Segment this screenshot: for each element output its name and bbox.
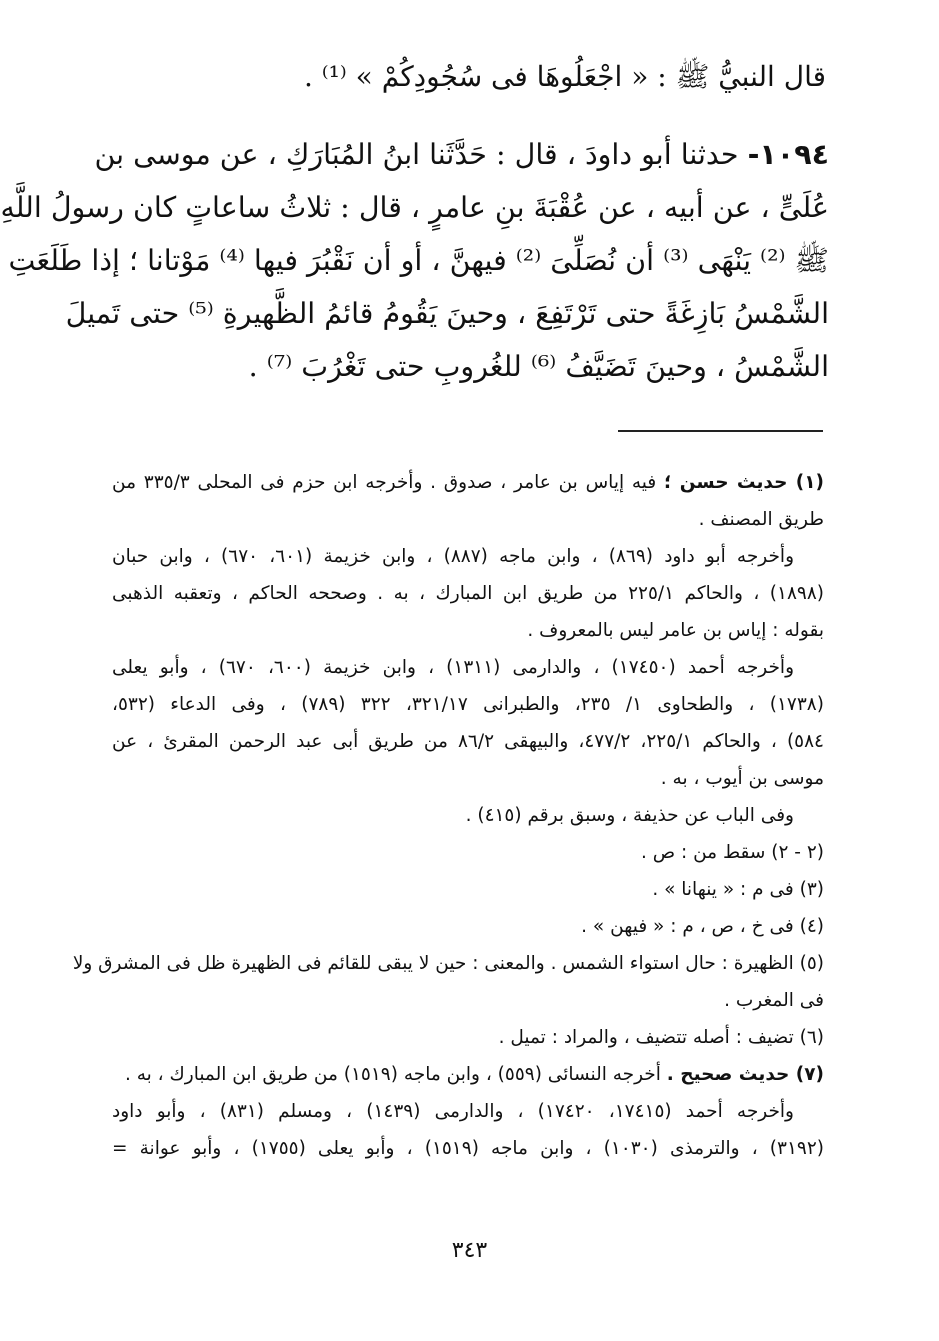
footnote-text: وفى الباب عن حذيفة ، وسبق برقم (٤١٥) . <box>465 805 794 826</box>
footnote-text: طريق المصنف . <box>698 509 824 530</box>
footnote-text: (٥) الظهيرة : حال استواء الشمس . والمعنى : حين لا يبقى للقائم فى الظهيرة ظل فى المشرق ولا <box>72 953 824 974</box>
footnote-text: (١٧٣٨) ، والطحاوى ١/ ٢٣٥، والطبرانى ٣٢١/١٧، ٣٢٢ (٧٨٩) ، وفى الدعاء (٥٣٢، <box>112 694 824 715</box>
footnotes <box>72 464 824 1167</box>
footnote-line <box>112 760 824 797</box>
footnote-line <box>112 1093 824 1130</box>
footnote-line <box>112 1019 824 1056</box>
footnote-line <box>112 723 824 760</box>
footnote-text: (٣١٩٢) ، والترمذى (١٠٣٠) ، وابن ماجه (١٥١٩) ، وأبو يعلى (١٧٥٥) ، وأبو عوانة = <box>112 1138 824 1159</box>
footnote-line <box>112 1130 824 1167</box>
footnote-line <box>112 686 824 723</box>
footnote-line <box>112 649 824 686</box>
footnote-text: ٥٨٤) ، والحاكم ٢٢٥/١، ٤٧٧/٢، والبيهقى ٨٦/٢ من طريق أبى عبد الرحمن المقرئ ، عن <box>112 731 824 752</box>
footnote-text: (٣) فى م : « ينهانا » . <box>652 879 824 900</box>
footnote-text: موسى بن أيوب ، به . <box>660 768 824 789</box>
footnote-line <box>112 871 824 908</box>
footnote-line <box>112 1056 824 1093</box>
hadith-line: ﷺ ⁽²⁾ يَنْهَى ⁽³⁾ أن نُصَلِّىَ ⁽²⁾ فيهنَّ ، أو أن نَقْبُرَ فيها ⁽⁴⁾ مَوْتانا ؛ إذا طَلَعَتِ <box>8 244 829 277</box>
footnote-text: وأخرجه أبو داود (٨٦٩) ، وابن ماجه (٨٨٧) ، وابن خزيمة (٦٠١، ٦٧٠) ، وابن حبان <box>112 546 795 567</box>
footnote-text: أخرجه النسائى (٥٥٩) ، وابن ماجه (١٥١٩) من طريق ابن المبارك ، به . <box>124 1064 667 1085</box>
footnote-text: (٤) فى خ ، ص ، م : « فيهن » . <box>581 916 824 937</box>
footnote-text: (١٨٩٨) ، والحاكم ٢٢٥/١ من طريق ابن المبارك ، به . وصححه الحاكم ، وتعقبه الذهبى <box>112 583 824 604</box>
intro-line: قال النبيُّ ﷺ : « اجْعَلُوهَا فى سُجُودِكُمْ » ⁽¹⁾ . <box>303 60 826 93</box>
hadith-line <box>94 128 829 181</box>
footnote-text: فى المغرب . <box>724 990 824 1011</box>
hadith-line: الشَّمْسُ بَازِغَةً حتى تَرْتَفِعَ ، وحينَ يَقُومُ قائمُ الظَّهيرةِ ⁽⁵⁾ حتى تَميلَ <box>65 297 829 330</box>
footnote-text: فيه إياس بن عامر ، صدوق . وأخرجه ابن حزم فى المحلى ٣٣٥/٣ من <box>112 472 664 493</box>
footnote-text: (٢ - ٢) سقط من : ص . <box>640 842 824 863</box>
footnote-bold-label: (٧) حديث صحيح . <box>666 1064 824 1085</box>
footnote-text: (٦) تضيف : أصله تتضيف ، والمراد : تميل . <box>498 1027 824 1048</box>
footnote-line <box>112 612 824 649</box>
footnote-text: وأخرجه أحمد (١٧٤٥٠) ، والدارمى (١٣١١) ، وابن خزيمة (٦٠٠، ٦٧٠) ، وأبو يعلى <box>112 657 795 678</box>
footnote-line <box>112 908 824 945</box>
hadith-line-text: حدثنا أبو داودَ ، قال : حَدَّثَنا ابنُ المُبَارَكِ ، عن موسى بن <box>94 138 739 171</box>
footnote-text: بقوله : إياس بن عامر ليس بالمعروف . <box>527 620 824 641</box>
footnote-line <box>112 575 824 612</box>
footnote-divider <box>618 430 823 432</box>
footnote-line <box>112 464 824 501</box>
hadith-line: عُلَىٍّ ، عن أبيه ، عن عُقْبَةَ بنِ عامرٍ ، قال : ثلاثُ ساعاتٍ كان رسولُ اللَّهِ <box>0 191 829 224</box>
footnote-line <box>112 538 824 575</box>
hadith-line: الشَّمْسُ ، وحينَ تَضَيَّفُ ⁽⁶⁾ للغُروبِ حتى تَغْرُبَ ⁽⁷⁾ . <box>248 350 829 383</box>
footnote-bold-label: (١) حديث حسن ؛ <box>664 472 824 493</box>
footnote-line <box>72 945 824 982</box>
footnote-line <box>112 501 824 538</box>
hadith-text <box>0 128 829 393</box>
footnote-text: وأخرجه أحمد (١٧٤١٥، ١٧٤٢٠) ، والدارمى (١٤٣٩) ، ومسلم (٨٣١) ، وأبو داود <box>112 1101 794 1122</box>
footnote-line <box>112 797 824 834</box>
footnote-line <box>112 834 824 871</box>
page-number: ٣٤٣ <box>451 1238 488 1263</box>
hadith-number: ١٠٩٤- <box>747 138 829 171</box>
footnote-line <box>112 982 824 1019</box>
